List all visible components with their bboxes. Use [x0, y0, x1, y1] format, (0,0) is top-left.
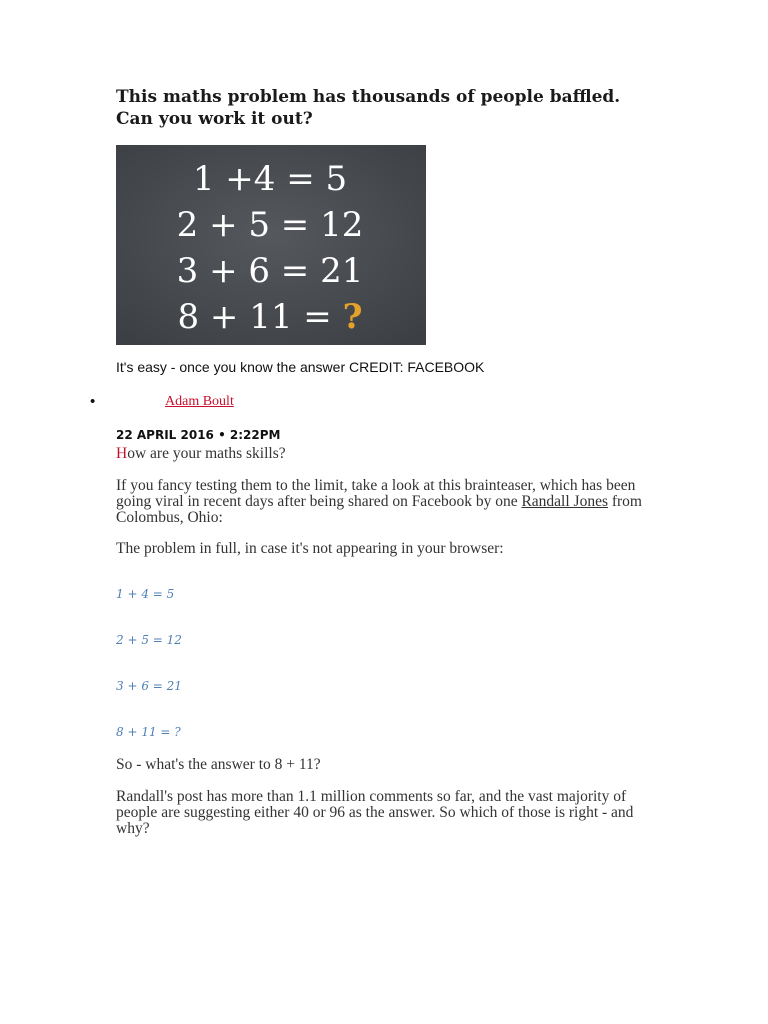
paragraph-context: If you fancy testing them to the limit, take a look at this brainteaser, which has been going viral in recent days after being shared on Facebook by one Randall Jones from Colombus, Ohio:: [116, 477, 642, 526]
equation-text: 1 + 4 = 5: [116, 587, 175, 601]
article: [90, 86, 661, 837]
image-caption: It's easy - once you know the answer CREDIT: FACEBOOK: [116, 359, 485, 375]
paragraph-intro: How are your maths skills?: [116, 445, 286, 462]
paragraph-comments: Randall's post has more than 1.1 million comments so far, and the vast majority of people are suggesting either 40 or 96 as the answer. So which of those is right - and why?: [116, 788, 634, 837]
equation-text: 2 + 5 = 12: [116, 633, 182, 647]
randall-jones-link[interactable]: Randall Jones: [521, 493, 608, 510]
equation-text: 3 + 6 = 21: [116, 679, 182, 693]
paragraph-question: So - what's the answer to 8 + 11?: [116, 756, 321, 773]
equation-line: 3 + 6 = 21: [176, 251, 364, 291]
bullet: •: [90, 393, 96, 410]
question-mark: ?: [342, 297, 363, 337]
equation-line: 2 + 5 = 12: [176, 205, 364, 245]
headline: This maths problem has thousands of people baffled. Can you work it out?: [116, 87, 621, 129]
publish-date: 22 APRIL 2016 • 2:22PM: [116, 428, 281, 442]
chalkboard: [116, 145, 426, 345]
puzzle-image: [116, 145, 426, 345]
paragraph-problem: The problem in full, in case it's not appearing in your browser:: [116, 540, 504, 557]
dropcap: H: [116, 445, 128, 462]
author-link[interactable]: Adam Boult: [165, 394, 234, 409]
equation-line: 8 + 11 = ?: [177, 297, 363, 337]
byline: [90, 393, 661, 412]
equation-text: 8 + 11 = ?: [116, 725, 181, 739]
equation-line: 1 +4 = 5: [192, 159, 348, 199]
